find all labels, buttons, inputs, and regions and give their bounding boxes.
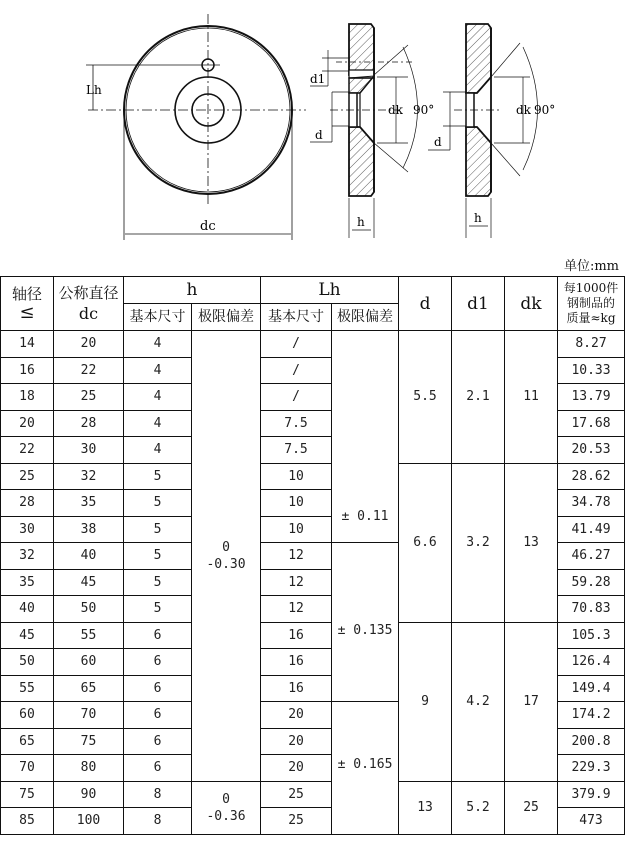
cell-dc: 35 [54, 490, 124, 517]
cell-shaft: 28 [1, 490, 54, 517]
cell-h: 4 [124, 357, 192, 384]
cell-lh: 7.5 [261, 437, 332, 464]
cell-shaft: 40 [1, 596, 54, 623]
cell-lh-tolerance-1: ± 0.11 [332, 331, 399, 543]
cell-h: 6 [124, 622, 192, 649]
cell-lh: 20 [261, 728, 332, 755]
label-angle: 90° [413, 103, 435, 117]
cell-lh-tolerance-2: ± 0.135 [332, 543, 399, 702]
cell-lh: 16 [261, 649, 332, 676]
cell-dc: 25 [54, 384, 124, 411]
label-h-2: h [474, 211, 482, 225]
label-dk-2: dk [516, 103, 531, 117]
cell-shaft: 32 [1, 543, 54, 570]
header-mass-line2: 钢制品的 [567, 296, 616, 310]
header-h-basic: 基本尺寸 [124, 304, 192, 331]
label-d1: d1 [310, 72, 326, 86]
cell-mass: 149.4 [558, 675, 625, 702]
cell-dc: 60 [54, 649, 124, 676]
unit-label: 单位:mm [563, 259, 619, 274]
cell-shaft: 45 [1, 622, 54, 649]
cell-dc: 38 [54, 516, 124, 543]
cell-h: 4 [124, 331, 192, 358]
cell-lh: 16 [261, 675, 332, 702]
cell-dc: 40 [54, 543, 124, 570]
cell-shaft: 18 [1, 384, 54, 411]
cell-h: 6 [124, 755, 192, 782]
header-shaft-dia-sub: ≤ [19, 302, 35, 323]
header-shaft-dia [1, 277, 54, 331]
front-view [86, 14, 306, 240]
header-dk: dk [505, 277, 558, 331]
cell-lh: 16 [261, 622, 332, 649]
cell-mass: 17.68 [558, 410, 625, 437]
cell-dk-group-1: 11 [505, 331, 558, 464]
cell-mass: 379.9 [558, 781, 625, 808]
cell-dc: 20 [54, 331, 124, 358]
cell-lh: 7.5 [261, 410, 332, 437]
cell-mass: 70.83 [558, 596, 625, 623]
cell-h: 8 [124, 781, 192, 808]
cell-mass: 28.62 [558, 463, 625, 490]
cell-lh: 12 [261, 543, 332, 570]
cell-dc: 22 [54, 357, 124, 384]
label-dc: dc [200, 219, 216, 234]
cell-d-group-1: 5.5 [399, 331, 452, 464]
cell-shaft: 60 [1, 702, 54, 729]
cell-dc: 30 [54, 437, 124, 464]
cell-shaft: 30 [1, 516, 54, 543]
cell-d1-group-2: 3.2 [452, 463, 505, 622]
header-mass [558, 277, 625, 331]
cell-lh: 12 [261, 569, 332, 596]
h-tol-lower: -0.36 [206, 808, 246, 824]
cell-h: 4 [124, 410, 192, 437]
header-d: d [399, 277, 452, 331]
cell-h-tolerance-1 [192, 331, 261, 782]
cell-dc: 90 [54, 781, 124, 808]
cell-h: 6 [124, 728, 192, 755]
cell-shaft: 16 [1, 357, 54, 384]
header-nominal-dia-sub: dc [78, 304, 99, 323]
cell-mass: 13.79 [558, 384, 625, 411]
cell-d-group-2: 6.6 [399, 463, 452, 622]
header-mass-line1: 每1000件 [563, 281, 619, 295]
cell-dc: 28 [54, 410, 124, 437]
cell-d1-group-1: 2.1 [452, 331, 505, 464]
cell-lh-tolerance-3: ± 0.165 [332, 702, 399, 835]
cell-h: 5 [124, 569, 192, 596]
cell-dc: 55 [54, 622, 124, 649]
cell-lh: 10 [261, 463, 332, 490]
cell-h: 8 [124, 808, 192, 835]
header-lh: Lh [261, 277, 399, 304]
label-h: h [357, 215, 365, 229]
cell-h: 5 [124, 516, 192, 543]
table-row [1, 781, 625, 808]
cell-h: 4 [124, 437, 192, 464]
cell-h: 5 [124, 596, 192, 623]
spec-table [0, 276, 625, 835]
cell-dc: 75 [54, 728, 124, 755]
cell-h: 6 [124, 675, 192, 702]
header-nominal-dia-label: 公称直径 [58, 284, 119, 302]
cell-dc: 80 [54, 755, 124, 782]
cell-mass: 126.4 [558, 649, 625, 676]
header-lh-limit: 极限偏差 [332, 304, 399, 331]
cell-dk-group-4: 25 [505, 781, 558, 834]
cell-lh: 20 [261, 755, 332, 782]
header-mass-line3: 质量≈kg [566, 311, 616, 325]
cell-h: 5 [124, 463, 192, 490]
header-shaft-dia-label: 轴径 [11, 285, 42, 303]
cell-dk-group-2: 13 [505, 463, 558, 622]
cell-d-group-3: 9 [399, 622, 452, 781]
cell-h-tolerance-2 [192, 781, 261, 834]
cell-d1-group-3: 4.2 [452, 622, 505, 781]
cell-shaft: 85 [1, 808, 54, 835]
cell-lh: / [261, 357, 332, 384]
cell-shaft: 70 [1, 755, 54, 782]
header-h: h [124, 277, 261, 304]
cell-lh: 10 [261, 490, 332, 517]
label-lh: Lh [86, 83, 102, 97]
cell-dc: 65 [54, 675, 124, 702]
cell-lh: 25 [261, 781, 332, 808]
label-angle-2: 90° [534, 103, 556, 117]
cell-d1-group-4: 5.2 [452, 781, 505, 834]
table-row [1, 331, 625, 358]
cell-dk-group-3: 17 [505, 622, 558, 781]
cell-mass: 20.53 [558, 437, 625, 464]
cell-mass: 200.8 [558, 728, 625, 755]
table-row [1, 622, 625, 649]
cell-shaft: 20 [1, 410, 54, 437]
cell-h: 5 [124, 543, 192, 570]
cell-mass: 174.2 [558, 702, 625, 729]
cell-h: 5 [124, 490, 192, 517]
cell-mass: 59.28 [558, 569, 625, 596]
header-d1: d1 [452, 277, 505, 331]
cell-mass: 473 [558, 808, 625, 835]
cell-d-group-4: 13 [399, 781, 452, 834]
label-dk: dk [388, 103, 403, 117]
label-d-2: d [434, 135, 442, 149]
cell-dc: 32 [54, 463, 124, 490]
cell-lh: 12 [261, 596, 332, 623]
cell-mass: 46.27 [558, 543, 625, 570]
cell-shaft: 35 [1, 569, 54, 596]
h-tol-upper: 0 [222, 791, 230, 807]
cell-mass: 41.49 [558, 516, 625, 543]
label-d: d [315, 128, 323, 142]
cell-shaft: 65 [1, 728, 54, 755]
section-view-2 [428, 24, 538, 238]
cell-lh: / [261, 331, 332, 358]
cell-shaft: 75 [1, 781, 54, 808]
header-h-limit: 极限偏差 [192, 304, 261, 331]
cell-lh: 10 [261, 516, 332, 543]
cell-h: 4 [124, 384, 192, 411]
cell-h: 6 [124, 702, 192, 729]
cell-dc: 100 [54, 808, 124, 835]
cell-lh: 25 [261, 808, 332, 835]
cell-mass: 34.78 [558, 490, 625, 517]
cell-lh: / [261, 384, 332, 411]
header-lh-basic: 基本尺寸 [261, 304, 332, 331]
cell-mass: 8.27 [558, 331, 625, 358]
h-tol-lower: -0.30 [206, 556, 246, 572]
cell-shaft: 50 [1, 649, 54, 676]
cell-dc: 45 [54, 569, 124, 596]
cell-shaft: 14 [1, 331, 54, 358]
cell-h: 6 [124, 649, 192, 676]
h-tol-upper: 0 [222, 539, 230, 555]
header-nominal-dia [54, 277, 124, 331]
cell-lh: 20 [261, 702, 332, 729]
cell-shaft: 55 [1, 675, 54, 702]
cell-shaft: 22 [1, 437, 54, 464]
section-view-1 [310, 24, 418, 238]
table-row [1, 463, 625, 490]
cell-dc: 50 [54, 596, 124, 623]
cell-shaft: 25 [1, 463, 54, 490]
cell-mass: 10.33 [558, 357, 625, 384]
cell-dc: 70 [54, 702, 124, 729]
technical-drawing [0, 0, 625, 250]
cell-mass: 229.3 [558, 755, 625, 782]
cell-mass: 105.3 [558, 622, 625, 649]
